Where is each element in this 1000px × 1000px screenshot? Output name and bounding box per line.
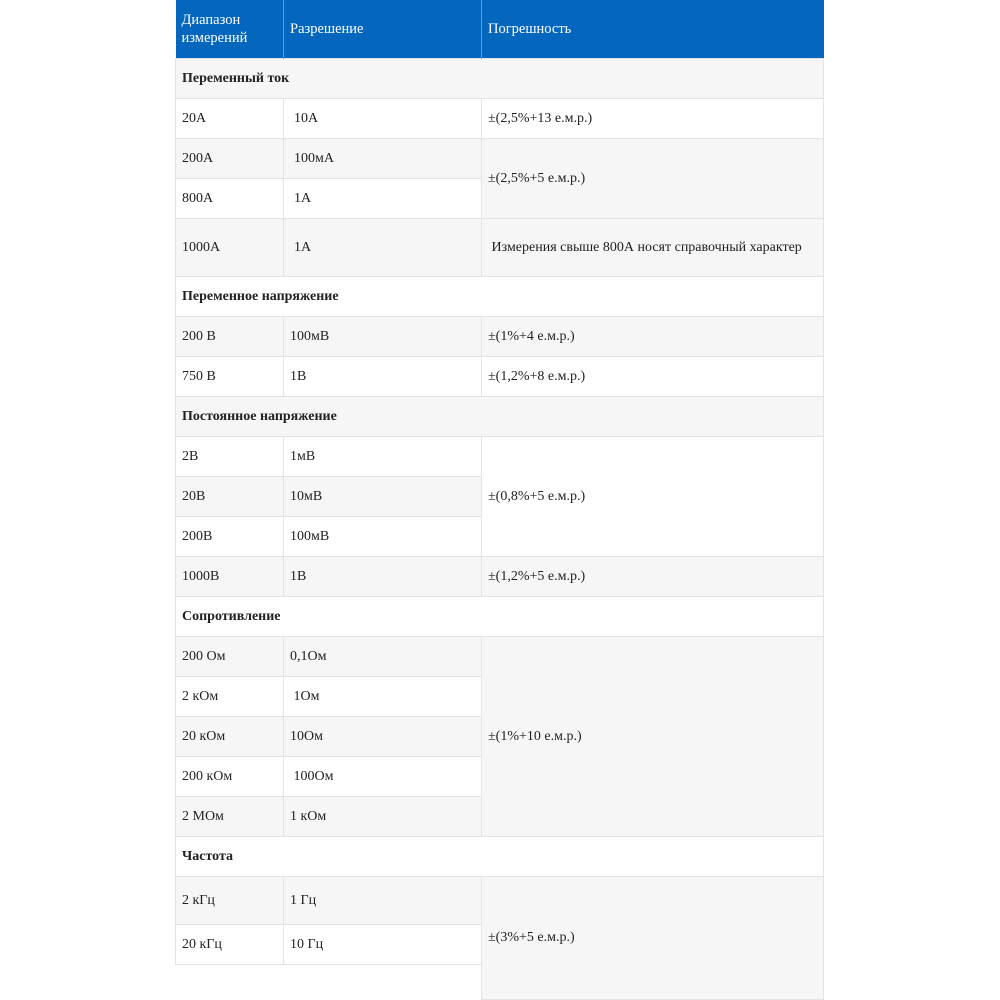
accuracy-cell: ±(1,2%+8 е.м.р.) <box>482 357 824 397</box>
specs-table <box>175 0 824 1000</box>
table-row <box>176 437 824 477</box>
resolution-cell: 1мВ <box>284 437 482 477</box>
section-row-dc-voltage <box>176 397 824 437</box>
range-cell: 200 В <box>176 317 284 357</box>
section-title: Переменный ток <box>176 59 824 99</box>
accuracy-cell: ±(2,5%+13 е.м.р.) <box>482 99 824 139</box>
resolution-cell: 1 кОм <box>284 797 482 837</box>
table-header-row <box>176 0 824 59</box>
resolution-cell: 100мА <box>284 139 482 179</box>
range-cell: 1000A <box>176 219 284 277</box>
spacer-cell <box>284 965 482 1000</box>
resolution-cell: 1В <box>284 557 482 597</box>
section-title: Переменное напряжение <box>176 277 824 317</box>
resolution-cell: 100Ом <box>284 757 482 797</box>
section-title: Постоянное напряжение <box>176 397 824 437</box>
table-row <box>176 219 824 277</box>
accuracy-cell: ±(0,8%+5 е.м.р.) <box>482 437 824 557</box>
resolution-cell: 10Ом <box>284 717 482 757</box>
specs-table-container <box>175 0 823 1000</box>
resolution-cell: 1 Гц <box>284 877 482 925</box>
resolution-cell: 1Ом <box>284 677 482 717</box>
accuracy-cell: ±(1%+10 е.м.р.) <box>482 637 824 837</box>
table-row <box>176 877 824 925</box>
resolution-cell: 1A <box>284 179 482 219</box>
range-cell: 2 МОм <box>176 797 284 837</box>
accuracy-cell: ±(1%+4 е.м.р.) <box>482 317 824 357</box>
resolution-cell: 10A <box>284 99 482 139</box>
accuracy-cell: ±(3%+5 е.м.р.) <box>482 877 824 1000</box>
accuracy-cell: ±(2,5%+5 е.м.р.) <box>482 139 824 219</box>
range-cell: 800A <box>176 179 284 219</box>
accuracy-cell: Измерения свыше 800А носят справочный характер <box>482 219 824 277</box>
accuracy-cell: ±(1,2%+5 е.м.р.) <box>482 557 824 597</box>
table-row <box>176 139 824 179</box>
section-row-ac-current <box>176 59 824 99</box>
range-cell: 20В <box>176 477 284 517</box>
range-cell: 2 кОм <box>176 677 284 717</box>
resolution-cell: 10мВ <box>284 477 482 517</box>
header-resolution: Разрешение <box>284 0 482 59</box>
resolution-cell: 10 Гц <box>284 925 482 965</box>
header-range: Диапазон измерений <box>176 0 284 59</box>
section-row-resistance <box>176 597 824 637</box>
range-cell: 200 Ом <box>176 637 284 677</box>
resolution-cell: 0,1Ом <box>284 637 482 677</box>
resolution-cell: 100мВ <box>284 317 482 357</box>
range-cell: 20 кГц <box>176 925 284 965</box>
section-title: Сопротивление <box>176 597 824 637</box>
header-accuracy: Погрешность <box>482 0 824 59</box>
range-cell: 200 кОм <box>176 757 284 797</box>
range-cell: 20A <box>176 99 284 139</box>
resolution-cell: 1В <box>284 357 482 397</box>
resolution-cell: 100мВ <box>284 517 482 557</box>
range-cell: 200В <box>176 517 284 557</box>
range-cell: 1000В <box>176 557 284 597</box>
section-title: Частота <box>176 837 824 877</box>
section-row-frequency <box>176 837 824 877</box>
range-cell: 750 В <box>176 357 284 397</box>
table-row <box>176 99 824 139</box>
spacer-cell <box>176 965 284 1000</box>
table-row <box>176 557 824 597</box>
range-cell: 20 кОм <box>176 717 284 757</box>
table-row <box>176 357 824 397</box>
range-cell: 2В <box>176 437 284 477</box>
resolution-cell: 1A <box>284 219 482 277</box>
range-cell: 2 кГц <box>176 877 284 925</box>
table-row <box>176 317 824 357</box>
table-row <box>176 637 824 677</box>
section-row-ac-voltage <box>176 277 824 317</box>
range-cell: 200A <box>176 139 284 179</box>
